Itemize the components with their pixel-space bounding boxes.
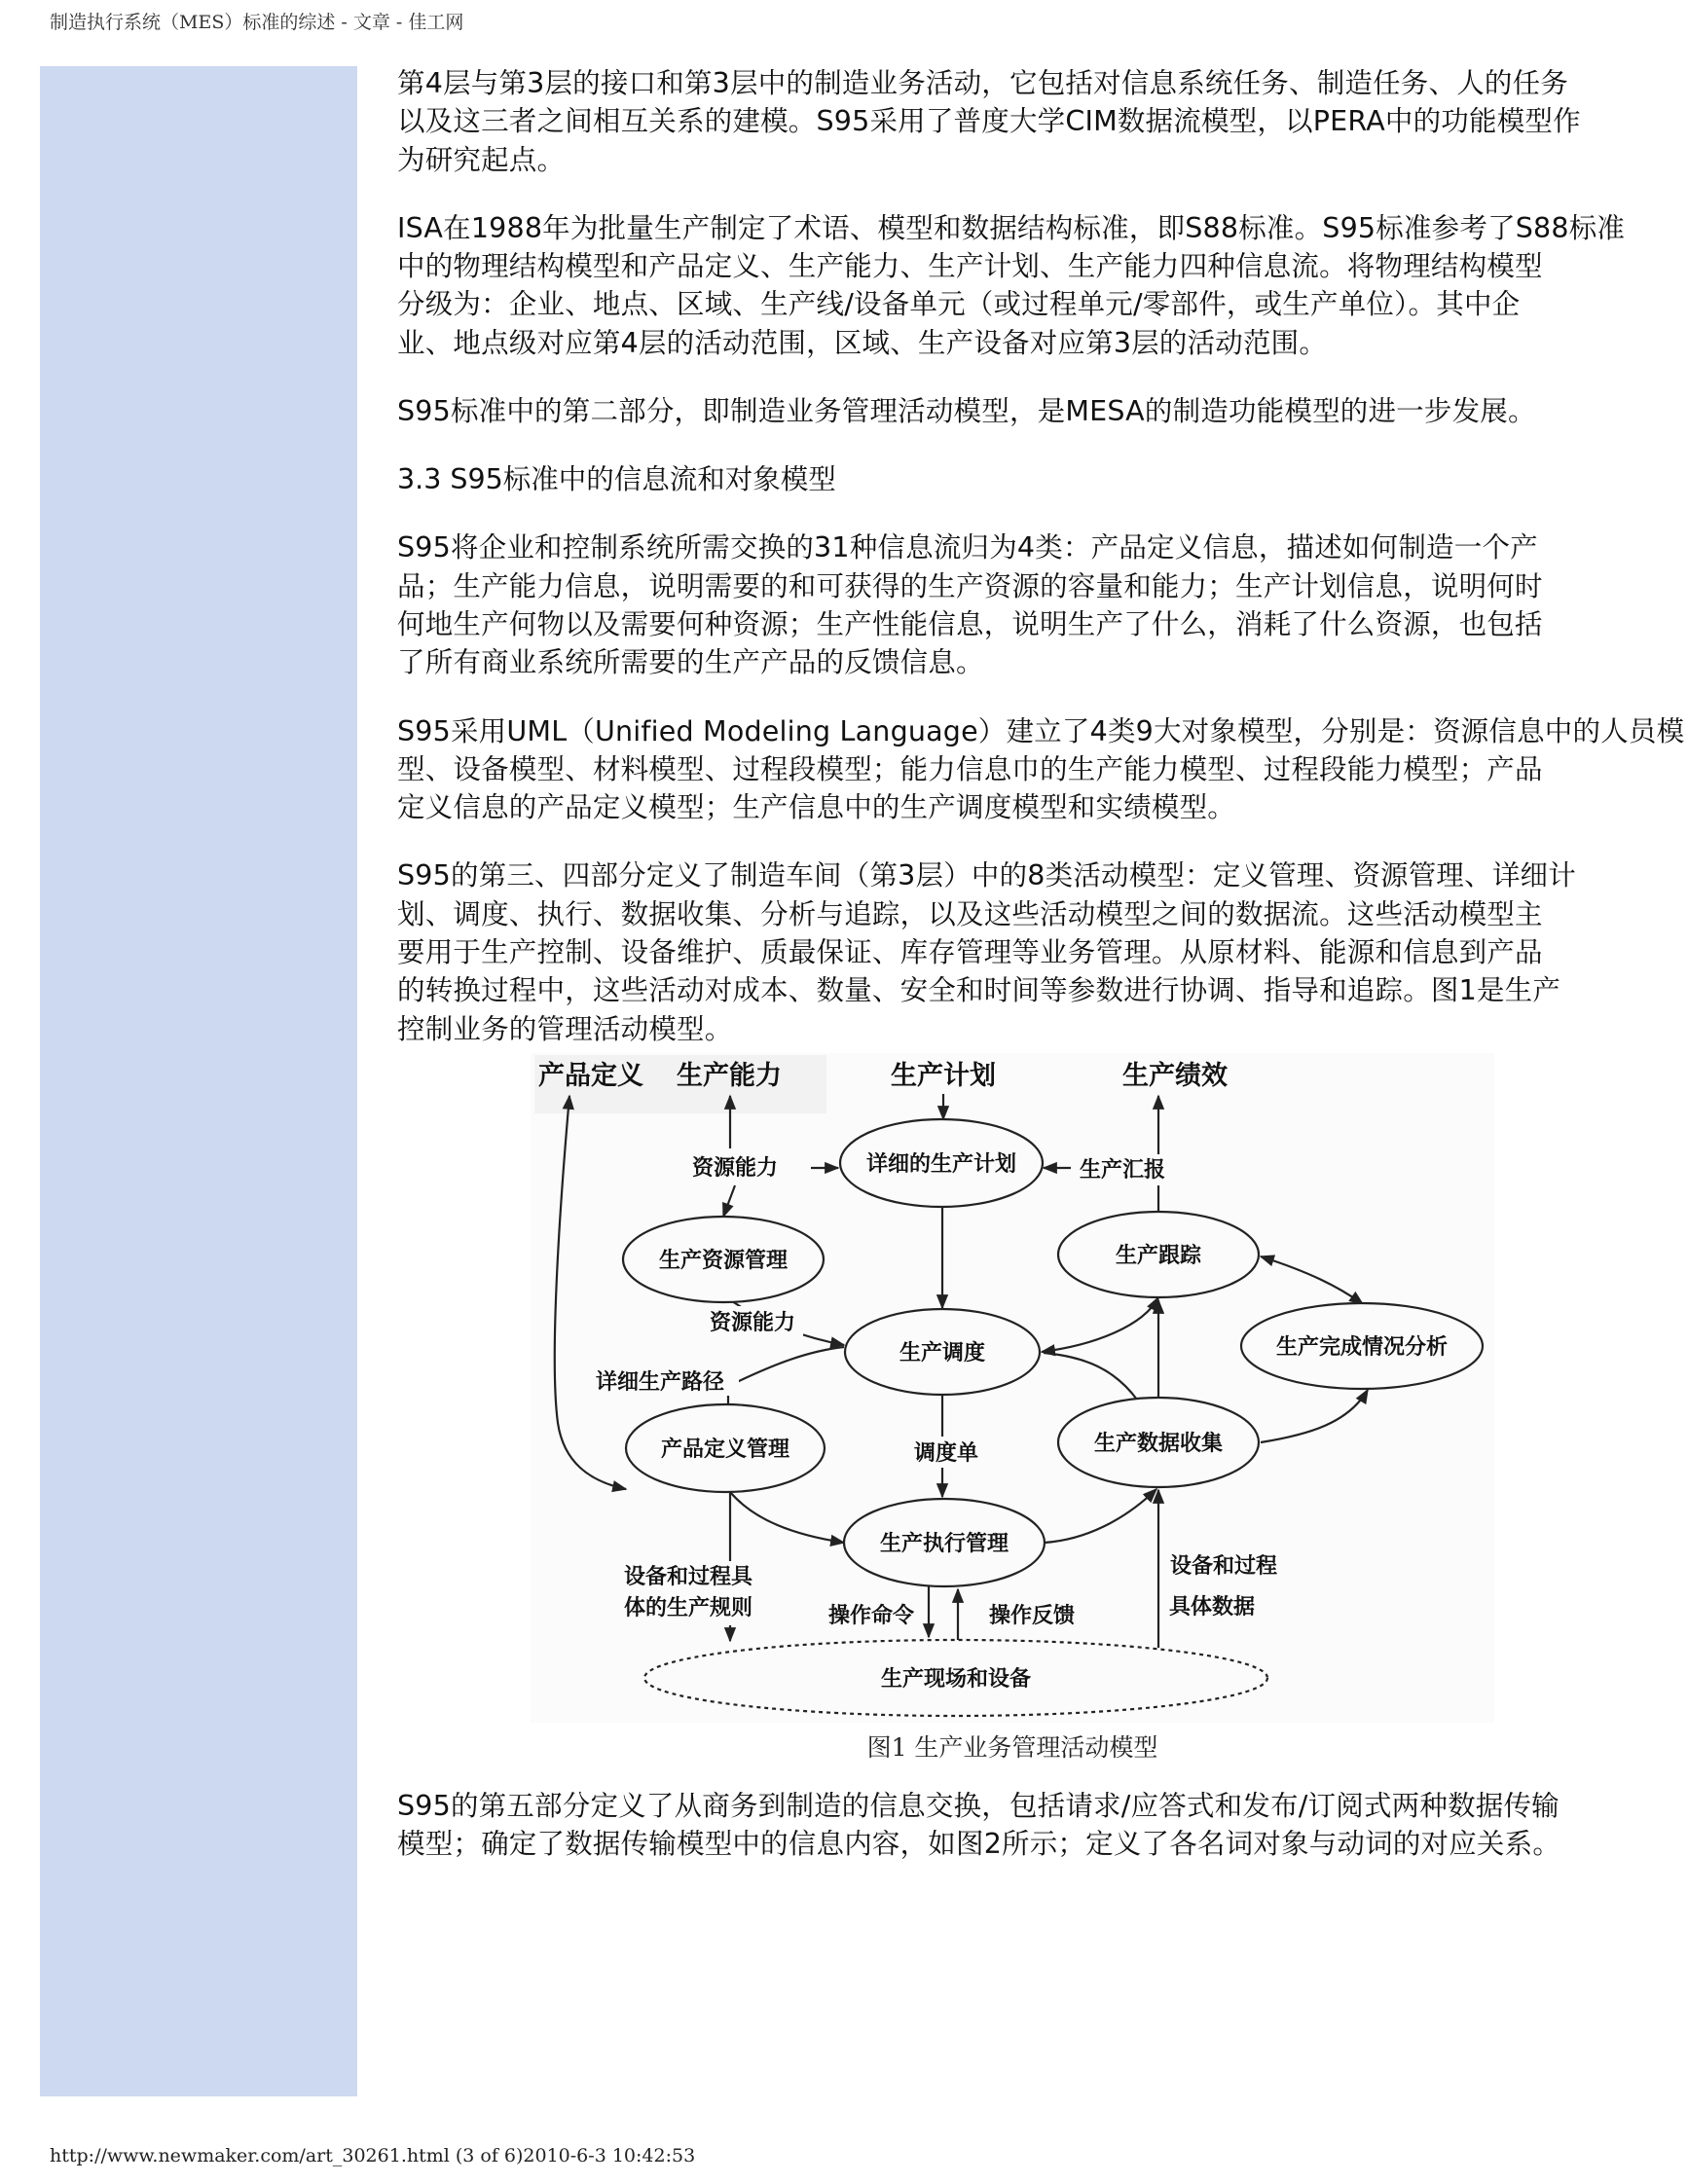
- text-line: 控制业务的管理活动模型。: [397, 1012, 733, 1045]
- edge-label: 资源能力: [691, 1156, 779, 1181]
- edge-capability-down: [723, 1185, 735, 1217]
- text-line: 业、地点级对应第4层的活动范围，区域、生产设备对应第3层的活动范围。: [397, 326, 1328, 359]
- paragraph-7-container: [397, 1787, 1560, 1894]
- article-body: [397, 64, 1685, 1078]
- paragraph-4: [397, 528, 1626, 681]
- node-label: 生产数据收集: [1093, 1432, 1224, 1456]
- text-line: 为研究起点。: [397, 143, 566, 176]
- text-line: 分级为：企业、地点、区域、生产线/设备单元（或过程单元/零部件，或生产单位）。其中企: [397, 288, 1521, 321]
- paragraph-5: [397, 712, 1685, 827]
- node-label: 产品定义管理: [660, 1438, 790, 1462]
- edge-label: 操作反馈: [988, 1604, 1076, 1628]
- edge-label: 调度单: [913, 1441, 979, 1466]
- text-line: 划、调度、执行、数据收集、分析与追踪，以及这些活动模型之间的数据流。这些活动模型主: [397, 897, 1543, 930]
- text-line: 品；生产能力信息，说明需要的和可获得的生产资源的容量和能力；生产计划信息，说明何时: [397, 569, 1543, 602]
- edge-label: 设备和过程具: [623, 1565, 753, 1589]
- edge-def-exec: [730, 1492, 844, 1543]
- node-label: 生产调度: [899, 1341, 986, 1365]
- node-label: 生产完成情况分析: [1275, 1335, 1449, 1360]
- node-label: 生产跟踪: [1115, 1244, 1202, 1268]
- edge-exec-collect: [1045, 1489, 1156, 1543]
- edge-label: 具体数据: [1168, 1595, 1256, 1620]
- edge-label: 操作命令: [827, 1604, 915, 1628]
- text-line: 定义信息的产品定义模型；生产信息中的生产调度模型和实绩模型。: [397, 791, 1236, 824]
- label-production-capability: 生产能力: [677, 1061, 782, 1091]
- text-line: S95将企业和控制系统所需交换的31种信息流归为4类：产品定义信息，描述如何制造一个产: [397, 531, 1538, 564]
- paragraph-1: [397, 64, 1626, 179]
- paragraph-6: [397, 856, 1626, 1047]
- text-line: 模型；确定了数据传输模型中的信息内容，如图2所示；定义了各名词对象与动词的对应关系。: [397, 1828, 1561, 1861]
- edge-tracking-analysis: [1261, 1256, 1363, 1304]
- text-line: 的转换过程中，这些活动对成本、数量、安全和时间等参数进行协调、指导和追踪。图1是生产: [397, 974, 1561, 1007]
- label-production-plan: 生产计划: [891, 1061, 996, 1091]
- text-line: S95的第三、四部分定义了制造车间（第3层）中的8类活动模型：定义管理、资源管理、详细计: [397, 859, 1576, 892]
- edge-label: 体的生产规则: [623, 1596, 753, 1620]
- text-line: 以及这三者之间相互关系的建模。S95采用了普度大学CIM数据流模型，以PERA中的功能模型作: [397, 105, 1581, 138]
- label-product-definition: 产品定义: [538, 1061, 643, 1091]
- edge-label: 资源能力: [709, 1311, 796, 1335]
- text-line: 了所有商业系统所需要的生产产品的反馈信息。: [397, 646, 984, 679]
- edge-label: 设备和过程: [1169, 1554, 1278, 1579]
- text-line: ISA在1988年为批量生产制定了术语、模型和数据结构标准，即S88标准。S95标准参考了S88标准: [397, 211, 1626, 244]
- print-footer-url: http://www.newmaker.com/art_30261.html (3 of 6)2010-6-3 10:42:53: [50, 2145, 696, 2166]
- edge-routing: [737, 1347, 844, 1382]
- text-line: 要用于生产控制、设备维护、质最保证、库存管理等业务管理。从原材料、能源和信息到产品: [397, 936, 1543, 969]
- edge-definition: [555, 1096, 626, 1489]
- edge-collect-dispatch: [1044, 1353, 1137, 1400]
- text-line: S95采用UML（Unified Modeling Language）建立了4类9大对象模型，分别是：资源信息中的人员模: [397, 714, 1685, 747]
- left-sidebar-panel: [40, 66, 357, 2096]
- edge-label: 详细生产路径: [595, 1370, 725, 1395]
- figure-caption: 图1 生产业务管理活动模型: [866, 1733, 1158, 1762]
- text-line: 型、设备模型、材料模型、过程段模型；能力信息巾的生产能力模型、过程段能力模型；产品: [397, 752, 1543, 785]
- page-title: 制造执行系统（MES）标准的综述 - 文章 - 佳工网: [50, 12, 464, 33]
- node-label: 生产资源管理: [658, 1249, 789, 1273]
- paragraph-3: [397, 392, 1626, 430]
- paragraph-7: [397, 1787, 1560, 1864]
- text-line: S95的第五部分定义了从商务到制造的信息交换，包括请求/应答式和发布/订阅式两种数据传输: [397, 1790, 1560, 1822]
- edge-collect-analysis: [1261, 1390, 1368, 1442]
- edge-label: 生产汇报: [1079, 1158, 1166, 1183]
- edge-tracking-dispatch: [1042, 1297, 1158, 1352]
- node-label: 详细的生产计划: [865, 1152, 1017, 1177]
- label-production-performance: 生产绩效: [1122, 1061, 1228, 1091]
- section-heading: 3.3 S95标准中的信息流和对象模型: [397, 463, 836, 496]
- paragraph-2: [397, 209, 1626, 362]
- node-label: 生产执行管理: [879, 1532, 1009, 1556]
- node-label: 生产现场和设备: [880, 1667, 1032, 1692]
- text-line: 中的物理结构模型和产品定义、生产能力、生产计划、生产能力四种信息流。将物理结构模型: [397, 250, 1543, 283]
- text-line: 何地生产何物以及需要何种资源；生产性能信息，说明生产了什么，消耗了什么资源，也包括: [397, 607, 1543, 640]
- figure-activity-model-diagram: [531, 1053, 1494, 1723]
- text-line: 第4层与第3层的接口和第3层中的制造业务活动，它包括对信息系统任务、制造任务、人的任务: [397, 67, 1569, 99]
- text-line: S95标准中的第二部分，即制造业务管理活动模型，是MESA的制造功能模型的进一步发展。: [397, 395, 1536, 428]
